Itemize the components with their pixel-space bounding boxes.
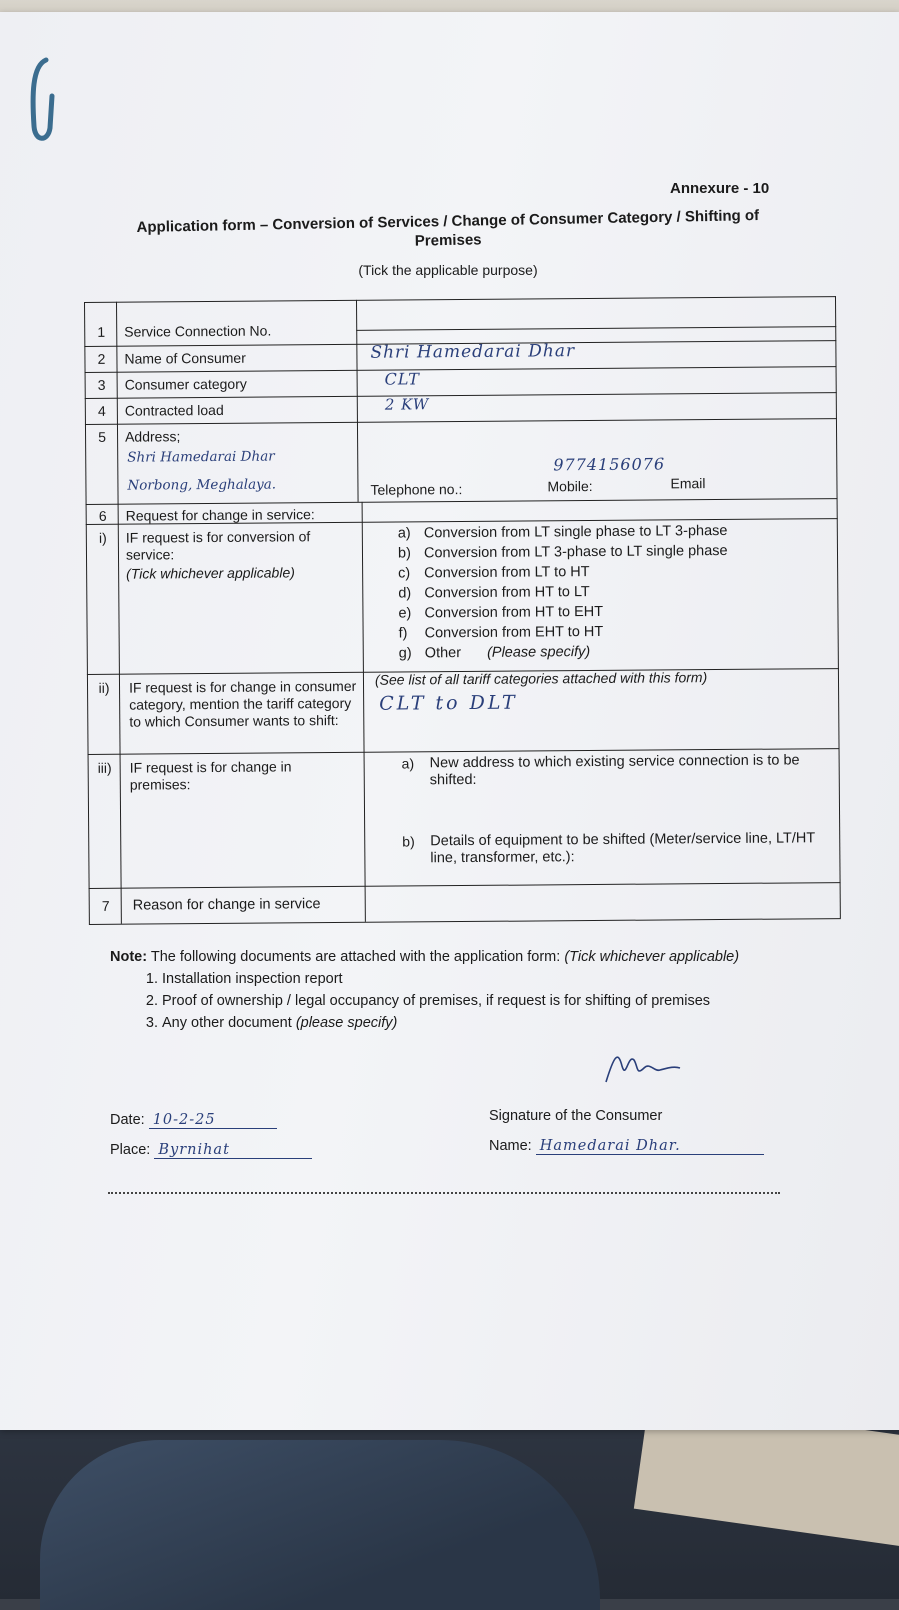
row-number: iii) <box>97 759 112 776</box>
consumer-name-label: Name of Consumer <box>124 349 246 367</box>
conversion-option[interactable]: e) Conversion from HT to EHT <box>398 603 604 622</box>
telephone-label: Telephone no.: <box>370 481 463 498</box>
category-change-label: IF request is for change in consumer category, mention the tariff category to which Consumer wants to shift: <box>128 677 357 730</box>
email-label: Email <box>670 475 706 492</box>
tariff-category-field[interactable]: CLT to DLT <box>379 691 518 715</box>
mobile-field[interactable]: 9774156076 <box>553 454 666 475</box>
other-hint: (Please specify) <box>486 644 591 661</box>
annexure-label: Annexure - 10 <box>670 180 770 197</box>
paper-clip-icon <box>26 56 56 148</box>
conversion-option[interactable]: b) Conversion from LT 3-phase to LT single phase <box>397 542 728 562</box>
option-letter: a) <box>401 755 415 772</box>
consumer-category-field[interactable]: CLT <box>384 369 420 389</box>
contracted-load-field[interactable]: 2 KW <box>384 395 430 414</box>
place-row <box>110 1142 312 1159</box>
tariff-list-note: (See list of all tariff categories attached with this form) <box>374 669 708 688</box>
conversion-option[interactable]: a) Conversion from LT single phase to LT 3-phase <box>397 522 728 542</box>
service-connection-label: Service Connection No. <box>124 322 272 340</box>
document-item[interactable]: 2. Proof of ownership / legal occupancy of premises, if request is for shifting of premises <box>162 990 780 1012</box>
date-label: Date: <box>110 1112 145 1128</box>
application-table <box>84 296 841 924</box>
conversion-option[interactable]: f) Conversion from EHT to HT <box>398 623 604 642</box>
conversion-option[interactable]: c) Conversion from LT to HT <box>398 564 590 582</box>
conversion-hint: (Tick whichever applicable) <box>126 564 295 582</box>
name-field[interactable]: Hamedarai Dhar. <box>536 1138 764 1155</box>
row-number: 7 <box>101 897 110 914</box>
equipment-details-field[interactable]: Details of equipment to be shifted (Meter/service line, LT/HT line, transformer, etc.): <box>430 830 816 867</box>
conversion-option[interactable]: d) Conversion from HT to LT <box>398 584 590 602</box>
row-number: i) <box>98 529 107 546</box>
mobile-label: Mobile: <box>547 478 593 495</box>
documents-note: Note: The following documents are attached with the application form: (Tick whichever applicable) 1. Installation inspection report 2. Proof of ownership / legal occupancy of premises, if request is for shifting of premises 3. Any other document (please specify) <box>110 946 780 1034</box>
date-field[interactable]: 10-2-25 <box>149 1112 277 1129</box>
contracted-load-label: Contracted load <box>124 401 224 419</box>
document-item[interactable]: 3. Any other document (please specify) <box>162 1012 780 1034</box>
option-letter: b) <box>402 833 415 850</box>
place-field[interactable]: Byrnihat <box>154 1142 312 1159</box>
signature-label: Signature of the Consumer <box>489 1108 663 1124</box>
date-row <box>110 1112 277 1129</box>
row-number: 1 <box>97 323 106 340</box>
row-number: 5 <box>98 428 107 445</box>
consumer-name-field[interactable]: Shri Hamedarai Dhar <box>370 341 576 363</box>
request-change-label: Request for change in service: <box>125 506 315 524</box>
signature-mark <box>598 1046 682 1088</box>
conversion-option[interactable]: g) Other (Please specify) <box>398 644 591 662</box>
person-lap <box>40 1440 600 1610</box>
place-label: Place: <box>110 1142 151 1158</box>
row-number: ii) <box>98 679 110 696</box>
dotted-divider <box>108 1192 780 1194</box>
new-address-field[interactable]: New address to which existing service connection is to be shifted: <box>429 752 800 789</box>
row-number: 3 <box>97 376 106 393</box>
name-row <box>489 1138 764 1155</box>
form-subtitle: (Tick the applicable purpose) <box>358 262 538 278</box>
address-line-1[interactable]: Shri Hamedarai Dhar <box>127 448 275 466</box>
row-number: 2 <box>97 350 106 367</box>
conversion-label: IF request is for conversion of service: <box>125 528 311 563</box>
consumer-category-label: Consumer category <box>124 375 247 393</box>
address-line-2[interactable]: Norbong, Meghalaya. <box>127 476 277 494</box>
row-number: 6 <box>98 507 107 524</box>
reason-label: Reason for change in service <box>132 896 321 914</box>
name-label: Name: <box>489 1138 532 1154</box>
premises-change-label: IF request is for change in premises: <box>129 758 292 793</box>
form-title: Application form – Conversion of Services / Change of Consumer Category / Shifting of Premises <box>136 207 760 250</box>
row-number: 4 <box>97 402 106 419</box>
address-label: Address; <box>124 428 181 445</box>
document-item[interactable]: 1. Installation inspection report <box>162 968 780 990</box>
